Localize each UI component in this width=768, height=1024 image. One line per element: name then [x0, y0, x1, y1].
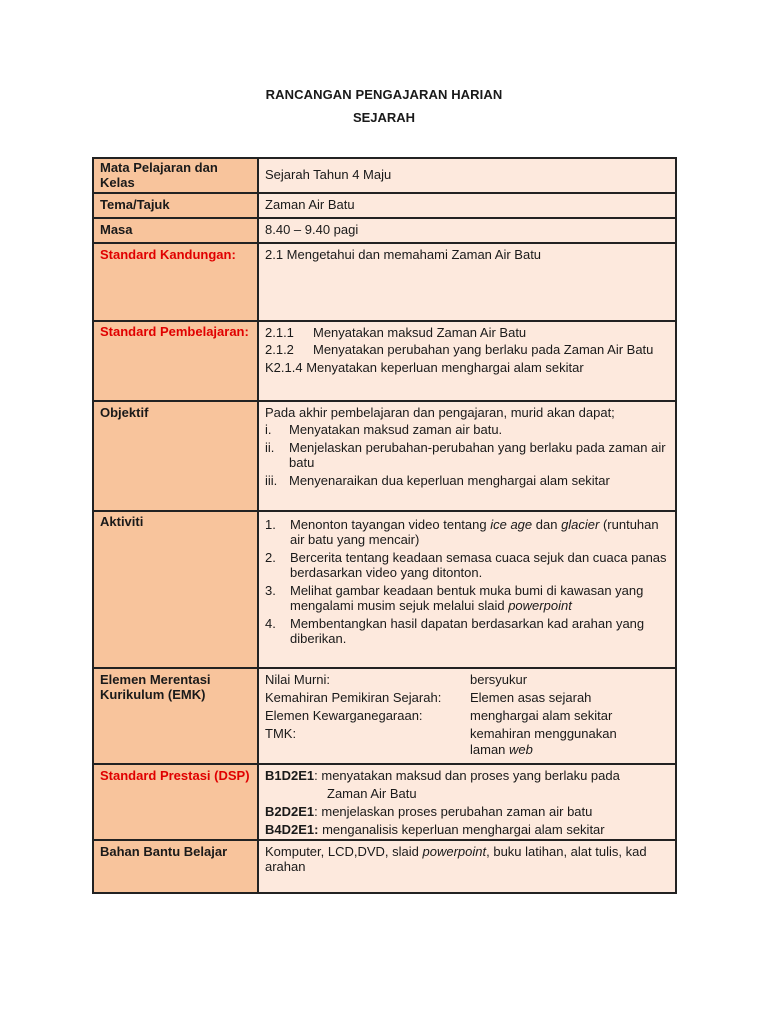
value-tema: Zaman Air Batu — [258, 193, 676, 218]
list-item: 2.1.1 Menyatakan maksud Zaman Air Batu — [265, 325, 527, 340]
table-row — [93, 511, 676, 668]
value-bahan-bantu-belajar: Komputer, LCD,DVD, slaid powerpoint, buku latihan, alat tulis, kad arahan — [258, 840, 676, 893]
label-objektif: Objektif — [93, 401, 258, 511]
list-item: 2. Bercerita tentang keadaan semasa cuaca sejuk dan cuaca panas berdasarkan video yang ditonton. — [265, 550, 667, 580]
label-aktiviti: Aktiviti — [93, 511, 258, 668]
list-item: 1. Menonton tayangan video tentang ice age dan glacier (runtuhan air batu yang mencair) — [265, 517, 659, 547]
label-standard-prestasi: Standard Prestasi (DSP) — [93, 764, 258, 840]
table-row — [93, 401, 676, 511]
table-row — [93, 668, 676, 764]
objektif-intro: Pada akhir pembelajaran dan pengajaran, murid akan dapat; — [265, 405, 615, 420]
subject-title: SEJARAH — [352, 110, 416, 125]
list-item: Elemen Kewarganegaraan: menghargai alam sekitar — [265, 708, 613, 723]
list-item: 3. Melihat gambar keadaan bentuk muka bumi di kawasan yang mengalami musim sejuk melalui slaid powerpoint — [265, 583, 644, 613]
aktiviti-list — [265, 517, 669, 646]
list-item: TMK: kemahiran menggunakan — [265, 726, 617, 741]
table-row — [93, 321, 676, 401]
list-item: B4D2E1: menganalisis keperluan menghargai alam sekitar — [265, 822, 605, 837]
list-item: B2D2E1: menjelaskan proses perubahan zaman air batu — [265, 804, 593, 819]
list-item: ii. Menjelaskan perubahan-perubahan yang berlaku pada zaman air batu — [265, 440, 666, 470]
list-item: i. Menyatakan maksud zaman air batu. — [265, 422, 503, 437]
document-title: RANCANGAN PENGAJARAN HARIAN — [265, 87, 503, 102]
value-objektif — [258, 401, 676, 511]
value-standard-prestasi — [258, 764, 676, 840]
label-tema: Tema/Tajuk — [93, 193, 258, 218]
value-standard-pembelajaran — [258, 321, 676, 401]
table-row — [93, 764, 676, 840]
value-aktiviti — [258, 511, 676, 668]
table-row — [93, 158, 676, 193]
table-row — [93, 243, 676, 321]
label-standard-pembelajaran: Standard Pembelajaran: — [93, 321, 258, 401]
table-row — [93, 193, 676, 218]
value-masa: 8.40 – 9.40 pagi — [258, 218, 676, 243]
list-item: Kemahiran Pemikiran Sejarah: Elemen asas sejarah — [265, 690, 592, 705]
label-mata-pelajaran: Mata Pelajaran dan Kelas — [93, 158, 258, 193]
list-item: K2.1.4 Menyatakan keperluan menghargai alam sekitar — [265, 360, 584, 375]
list-item: 2.1.2 Menyatakan perubahan yang berlaku pada Zaman Air Batu — [265, 342, 654, 357]
lesson-plan-table — [92, 157, 677, 894]
value-emk — [258, 668, 676, 764]
list-item: B1D2E1: menyatakan maksud dan proses yang berlaku pada — [265, 768, 620, 783]
value-standard-kandungan: 2.1 Mengetahui dan memahami Zaman Air Batu — [258, 243, 676, 321]
list-item: laman web — [470, 742, 533, 757]
label-standard-kandungan: Standard Kandungan: — [93, 243, 258, 321]
label-masa: Masa — [93, 218, 258, 243]
table-row — [93, 218, 676, 243]
label-bahan-bantu-belajar: Bahan Bantu Belajar — [93, 840, 258, 893]
list-item: Nilai Murni: bersyukur — [265, 672, 528, 687]
list-item: Zaman Air Batu — [327, 786, 417, 801]
label-emk: Elemen Merentasi Kurikulum (EMK) — [93, 668, 258, 764]
objektif-list — [265, 422, 669, 488]
value-mata-pelajaran: Sejarah Tahun 4 Maju — [258, 158, 676, 193]
list-item: iii. Menyenaraikan dua keperluan menghargai alam sekitar — [265, 473, 610, 488]
table-row — [93, 840, 676, 893]
list-item: 4. Membentangkan hasil dapatan berdasarkan kad arahan yang diberikan. — [265, 616, 645, 646]
